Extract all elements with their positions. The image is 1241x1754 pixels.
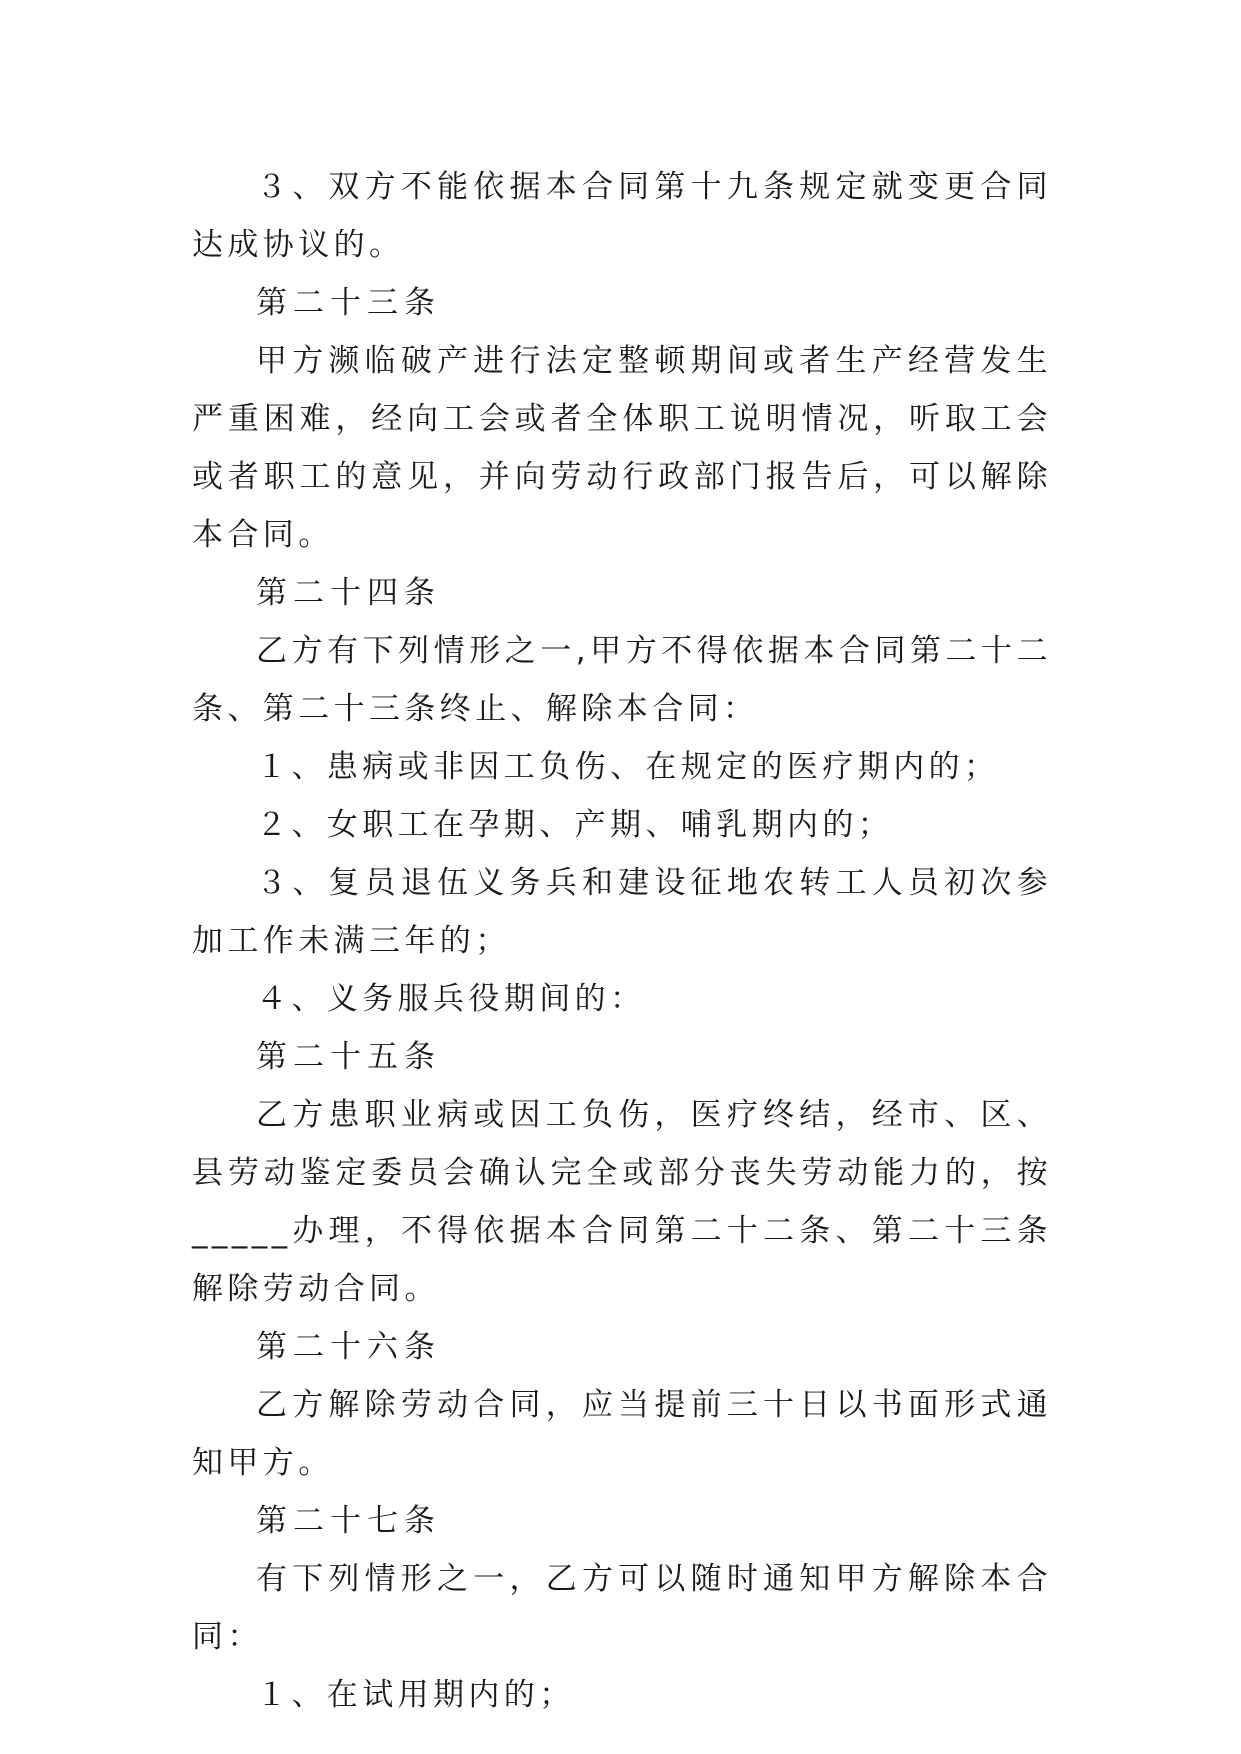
article-26-text: 乙方解除劳动合同，应当提前三十日以书面形式通知甲方。 bbox=[192, 1387, 1052, 1481]
article-24-item-3: ３、复员退伍义务兵和建设征地农转工人员初次参加工作未满三年的； bbox=[192, 865, 1052, 959]
article-26-heading: 第二十六条 bbox=[256, 1329, 441, 1365]
article-24-item-4: ４、义务服兵役期间的： bbox=[256, 981, 646, 1017]
clause-item-3: ３、双方不能依据本合同第十九条规定就变更合同达成协议的。 bbox=[192, 169, 1052, 263]
article-25-text: 乙方患职业病或因工负伤，医疗终结，经市、区、县劳动鉴定委员会确认完全或部分丧失劳动能力的，按_____办理，不得依据本合同第二十二条、第二十三条解除劳动合同。 bbox=[192, 1097, 1052, 1307]
article-25-heading: 第二十五条 bbox=[256, 1039, 441, 1075]
article-23-text: 甲方濒临破产进行法定整顿期间或者生产经营发生严重困难，经向工会或者全体职工说明情况，听取工会或者职工的意见，并向劳动行政部门报告后，可以解除本合同。 bbox=[192, 343, 1052, 553]
article-24-heading: 第二十四条 bbox=[256, 575, 441, 611]
article-27-text: 有下列情形之一，乙方可以随时通知甲方解除本合同： bbox=[192, 1561, 1052, 1655]
article-23-heading: 第二十三条 bbox=[256, 285, 441, 321]
document-body bbox=[192, 158, 1052, 1724]
article-24-text: 乙方有下列情形之一,甲方不得依据本合同第二十二条、第二十三条终止、解除本合同： bbox=[192, 633, 1052, 727]
article-27-heading: 第二十七条 bbox=[256, 1503, 441, 1539]
article-24-item-2: ２、女职工在孕期、产期、哺乳期内的； bbox=[256, 807, 894, 843]
article-27-item-1: １、在试用期内的； bbox=[256, 1677, 575, 1713]
article-24-item-1: １、患病或非因工负伤、在规定的医疗期内的； bbox=[256, 749, 1000, 785]
